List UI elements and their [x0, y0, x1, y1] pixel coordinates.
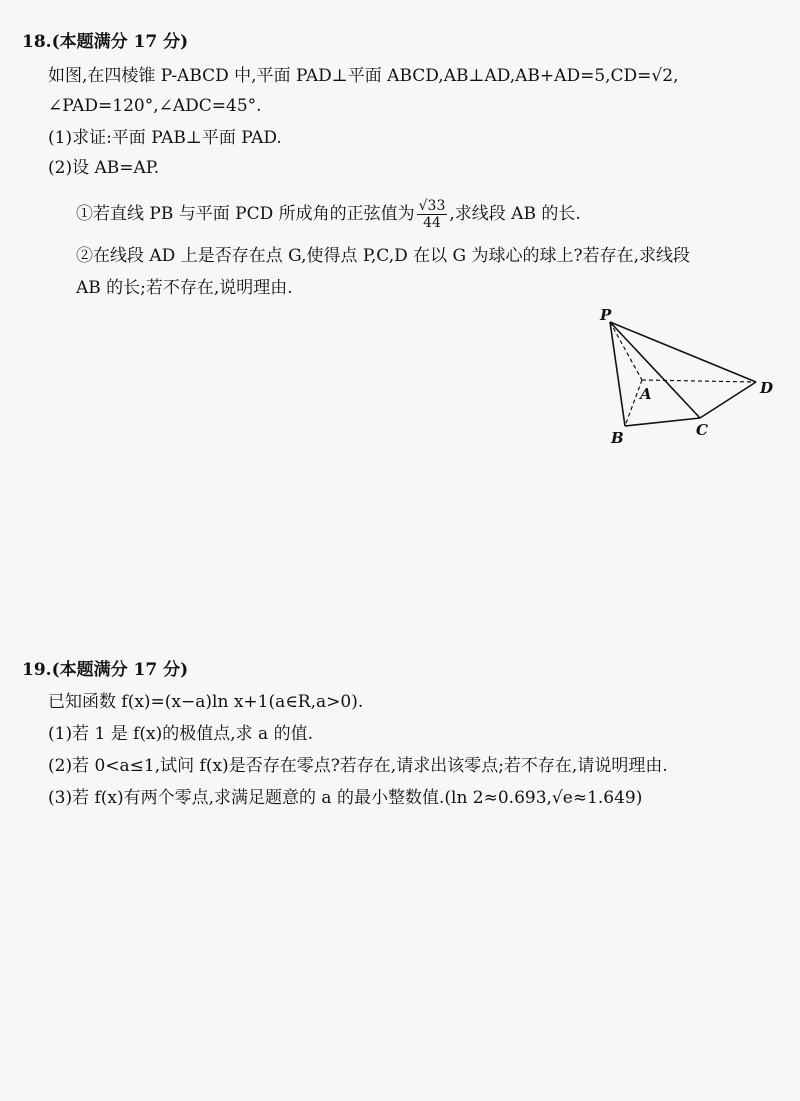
- q19-part3: (3)若 f(x)有两个零点,求满足题意的 a 的最小整数值.(ln 2≈0.693,√e≈1.649): [48, 788, 643, 808]
- q19-part1: (1)若 1 是 f(x)的极值点,求 a 的值.: [48, 724, 314, 744]
- edge-BC: [625, 418, 700, 426]
- edge-PB: [610, 322, 625, 426]
- edge-CD: [700, 382, 756, 418]
- q18-sub1-tail: ,求线段 AB 的长.: [449, 204, 581, 224]
- vertex-label-P: P: [600, 306, 612, 324]
- q18-header: 18.(本题满分 17 分): [22, 32, 189, 52]
- q19-part2: (2)若 0<a≤1,试问 f(x)是否存在零点?若存在,请求出该零点;若不存在,请说明理由.: [48, 756, 668, 776]
- q18-sub1: [76, 198, 581, 231]
- vertex-label-A: A: [640, 385, 652, 403]
- q19-stem: 已知函数 f(x)=(x−a)ln x+1(a∈R,a>0).: [48, 692, 364, 712]
- sine-fraction-denominator: 44: [423, 215, 441, 231]
- q18-stem-line2: ∠PAD=120°,∠ADC=45°.: [48, 96, 262, 116]
- sine-fraction-numerator: √33: [418, 198, 446, 214]
- edge-AD: [642, 380, 756, 382]
- q18-sub1-text: ①若直线 PB 与平面 PCD 所成角的正弦值为: [76, 204, 415, 224]
- vertex-label-C: C: [696, 421, 708, 439]
- q18-sub2-line2: AB 的长;若不存在,说明理由.: [76, 278, 293, 298]
- vertex-label-B: B: [611, 429, 624, 447]
- edge-PC: [610, 322, 700, 418]
- q18-sub2-line1: ②在线段 AD 上是否存在点 G,使得点 P,C,D 在以 G 为球心的球上?若存在,求线段: [76, 246, 691, 266]
- q18-part1: (1)求证:平面 PAB⊥平面 PAD.: [48, 128, 282, 148]
- q19-header: 19.(本题满分 17 分): [22, 660, 189, 680]
- vertex-label-D: D: [760, 379, 774, 397]
- q18-part2: (2)设 AB=AP.: [48, 158, 160, 178]
- pyramid-figure: [590, 300, 790, 460]
- q18-stem-line1: 如图,在四棱锥 P-ABCD 中,平面 PAD⊥平面 ABCD,AB⊥AD,AB+AD=5,CD=√2,: [48, 66, 679, 86]
- sine-fraction: [417, 198, 448, 231]
- edge-PD: [610, 322, 756, 382]
